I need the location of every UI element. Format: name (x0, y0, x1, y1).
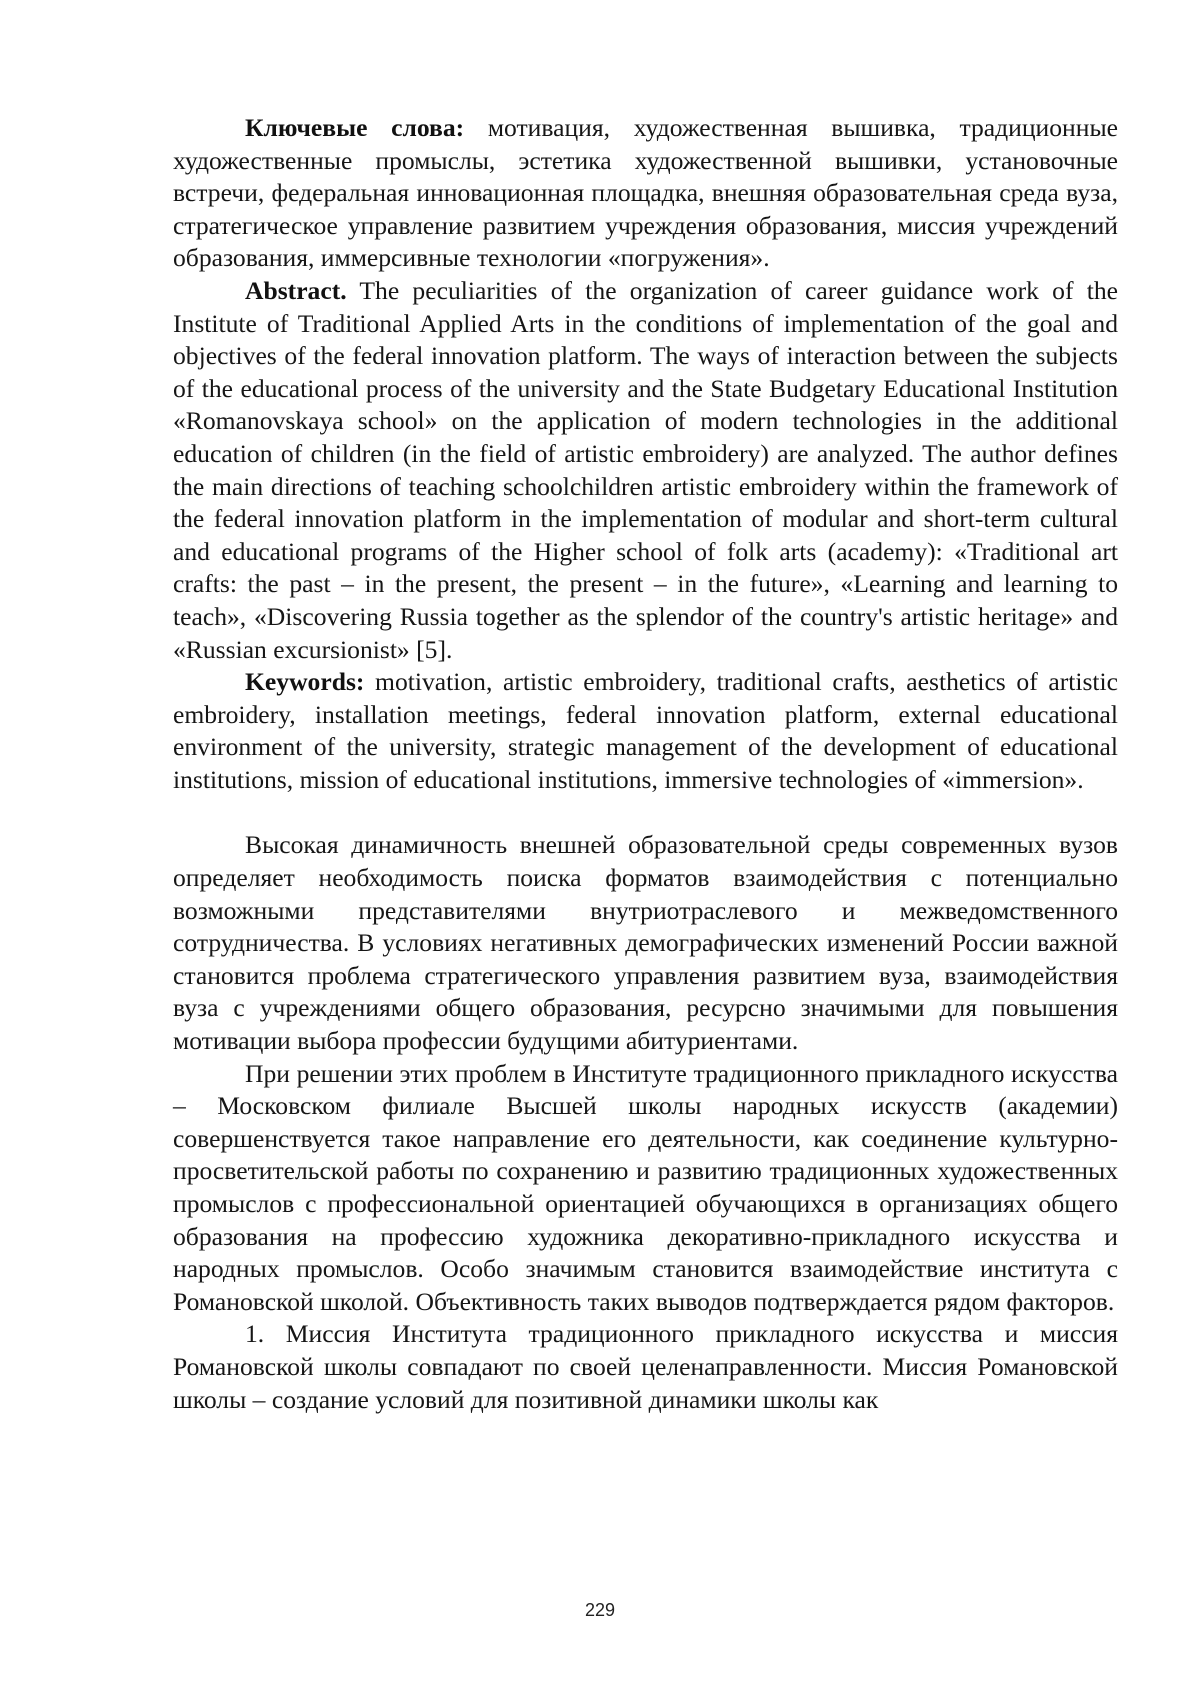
keywords-en-text: motivation, artistic embroidery, traditional crafts, aesthetics of artistic embroidery, installation meetings, federal innovation platform, external educational environment of the university, strategic management of the development of educational institutions, mission of educational institutions, immersive technologies of «immersion». (173, 667, 1118, 794)
body-paragraph-2: При решении этих проблем в Институте традиционного прикладного искусства – Московском филиале Высшей школы народных искусств (академии) совершенствуется такое направление его деятельности, как соединение культурно-просветительской работы по сохранению и развитию традиционных художественных промыслов с профессиональной ориентацией обучающихся в организациях общего образования на профессию художника декоративно-прикладного искусства и народных промыслов. Особо значимым становится взаимодействие института с Романовской школой. Объективность таких выводов подтверждается рядом факторов. (173, 1058, 1118, 1316)
keywords-en-paragraph (173, 666, 1118, 796)
keywords-ru-label: Ключевые слова: (245, 113, 465, 142)
section-gap (173, 796, 1118, 829)
keywords-ru-text: мотивация, художественная вышивка, традиционные художественные промыслы, эстетика художественной вышивки, установочные встречи, федеральная инновационная площадка, внешняя образовательная среда вуза, стратегическое управление развитием учреждения образования, миссия учреждений образования, иммерсивные технологии «погружения». (173, 113, 1118, 273)
abstract-text: The peculiarities of the organization of career guidance work of the Institute of Traditional Applied Arts in the conditions of implementation of the goal and objectives of the federal innovation platform. The ways of interaction between the subjects of the educational process of the university and the State Budgetary Educational Institution «Romanovskaya school» on the application of modern technologies in the additional education of children (in the field of artistic embroidery) are analyzed. The author defines the main directions of teaching schoolchildren artistic embroidery within the framework of the federal innovation platform in the implementation of modular and short-term cultural and educational programs of the Higher school of folk arts (academy): «Traditional art crafts: the past – in the present, the present – in the future», «Learning and learning to teach», «Discovering Russia together as the splendor of the country's artistic heritage» and «Russian excursionist» [5]. (173, 275, 1118, 664)
page-number: 229 (584, 1600, 616, 1620)
page-body (173, 112, 1118, 1416)
body-paragraph-1: Высокая динамичность внешней образовательной среды современных вузов определяет необходимость поиска форматов взаимодействия с потенциально возможными представителями внутриотраслевого и межведомственного сотрудничества. В условиях негативных демографических изменений России важной становится проблема стратегического управления развитием вуза, взаимодействия вуза с учреждениями общего образования, ресурсно значимыми для повышения мотивации выбора профессии будущими абитуриентами. (173, 830, 1118, 1056)
keywords-ru-paragraph (173, 112, 1118, 275)
abstract-label: Abstract. (245, 275, 347, 305)
abstract-paragraph (173, 275, 1118, 666)
body-paragraph-3: 1. Миссия Института традиционного прикладного искусства и миссия Романовской школы совпадают по своей целенаправленности. Миссия Романовской школы – создание условий для позитивной динамики школы как (173, 1319, 1118, 1414)
keywords-en-label: Keywords: (245, 667, 365, 697)
